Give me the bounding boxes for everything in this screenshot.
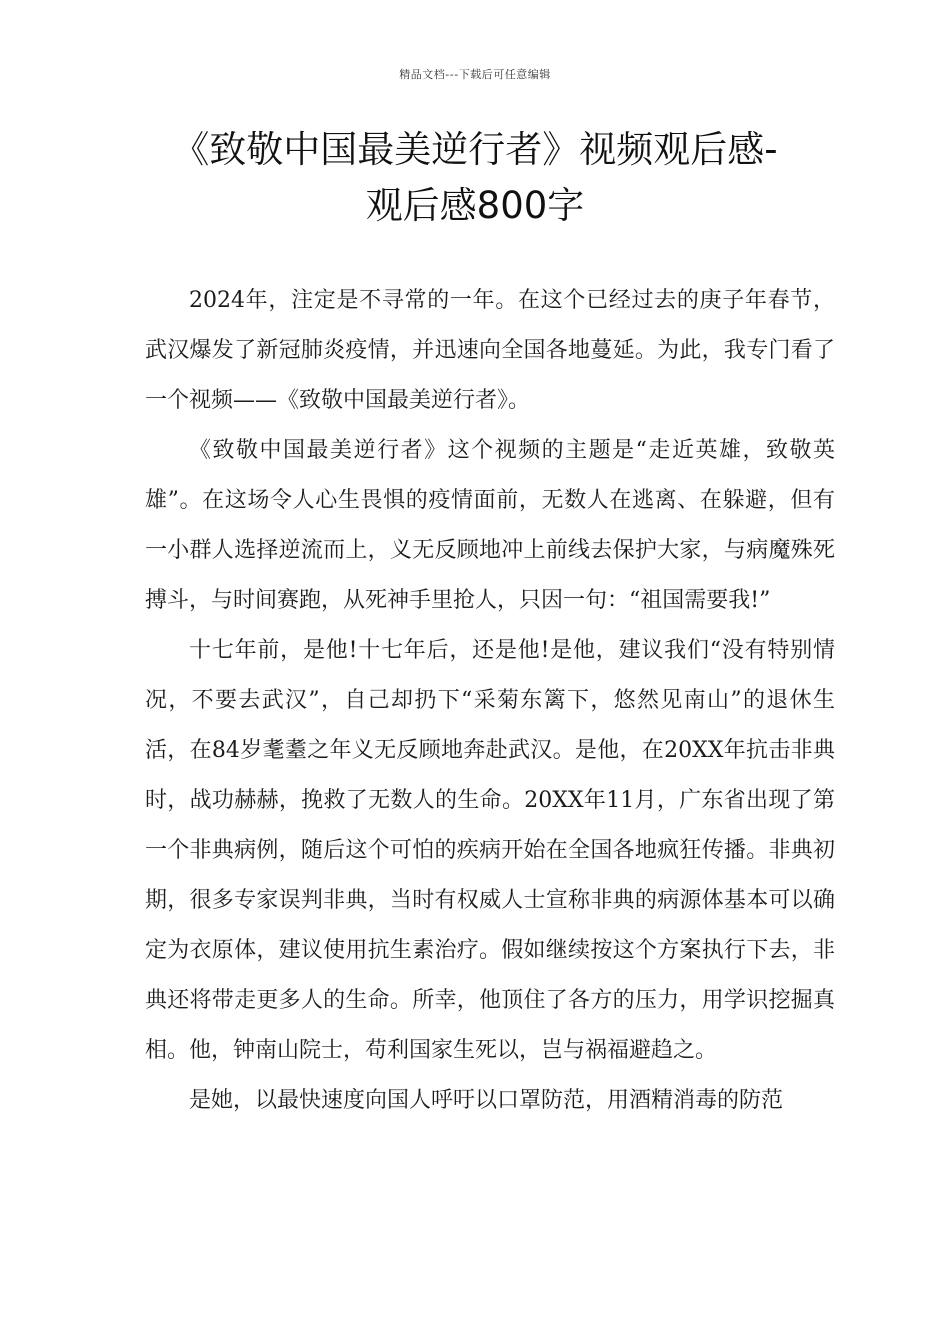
document-body <box>145 276 835 1126</box>
title-line-2: 观后感800字 <box>365 184 585 227</box>
header-note: 精品文档---下载后可任意编辑 <box>399 68 551 81</box>
title-line-1: 《致敬中国最美逆行者》视频观后感- <box>172 128 778 171</box>
paragraph: 2024年，注定是不寻常的一年。在这个已经过去的庚子年春节，武汉爆发了新冠肺炎疫情，并迅速向全国各地蔓延。为此，我专门看了一个视频——《致敬中国最美逆行者》。 <box>145 288 835 413</box>
document-title <box>95 122 855 234</box>
paragraph: 《致敬中国最美逆行者》这个视频的主题是“走近英雄，致敬英雄”。在这场令人心生畏惧的疫情面前，无数人在逃离、在躲避，但有一小群人选择逆流而上，义无反顾地冲上前线去保护大家，与病魔殊死搏斗，与时间赛跑，从死神手里抢人，只因一句：“祖国需要我!” <box>145 438 835 613</box>
paragraph: 是她，以最快速度向国人呼吁以口罩防范，用酒精消毒的防范 <box>189 1088 784 1113</box>
paragraph: 十七年前，是他!十七年后，还是他!是他，建议我们“没有特别情况，不要去武汉”，自己却扔下“采菊东篱下，悠然见南山”的退休生活，在84岁耄耋之年义无反顾地奔赴武汉。是他，在20XX年抗击非典时，战功赫赫，挽救了无数人的生命。20XX年11月，广东省出现了第一个非典病例，随后这个可怕的疾病开始在全国各地疯狂传播。非典初期，很多专家误判非典，当时有权威人士宣称非典的病源体基本可以确定为衣原体，建议使用抗生素治疗。假如继续按这个方案执行下去，非典还将带走更多人的生命。所幸，他顶住了各方的压力，用学识挖掘真相。他，钟南山院士，苟利国家生死以，岂与祸福避趋之。 <box>145 638 835 1063</box>
